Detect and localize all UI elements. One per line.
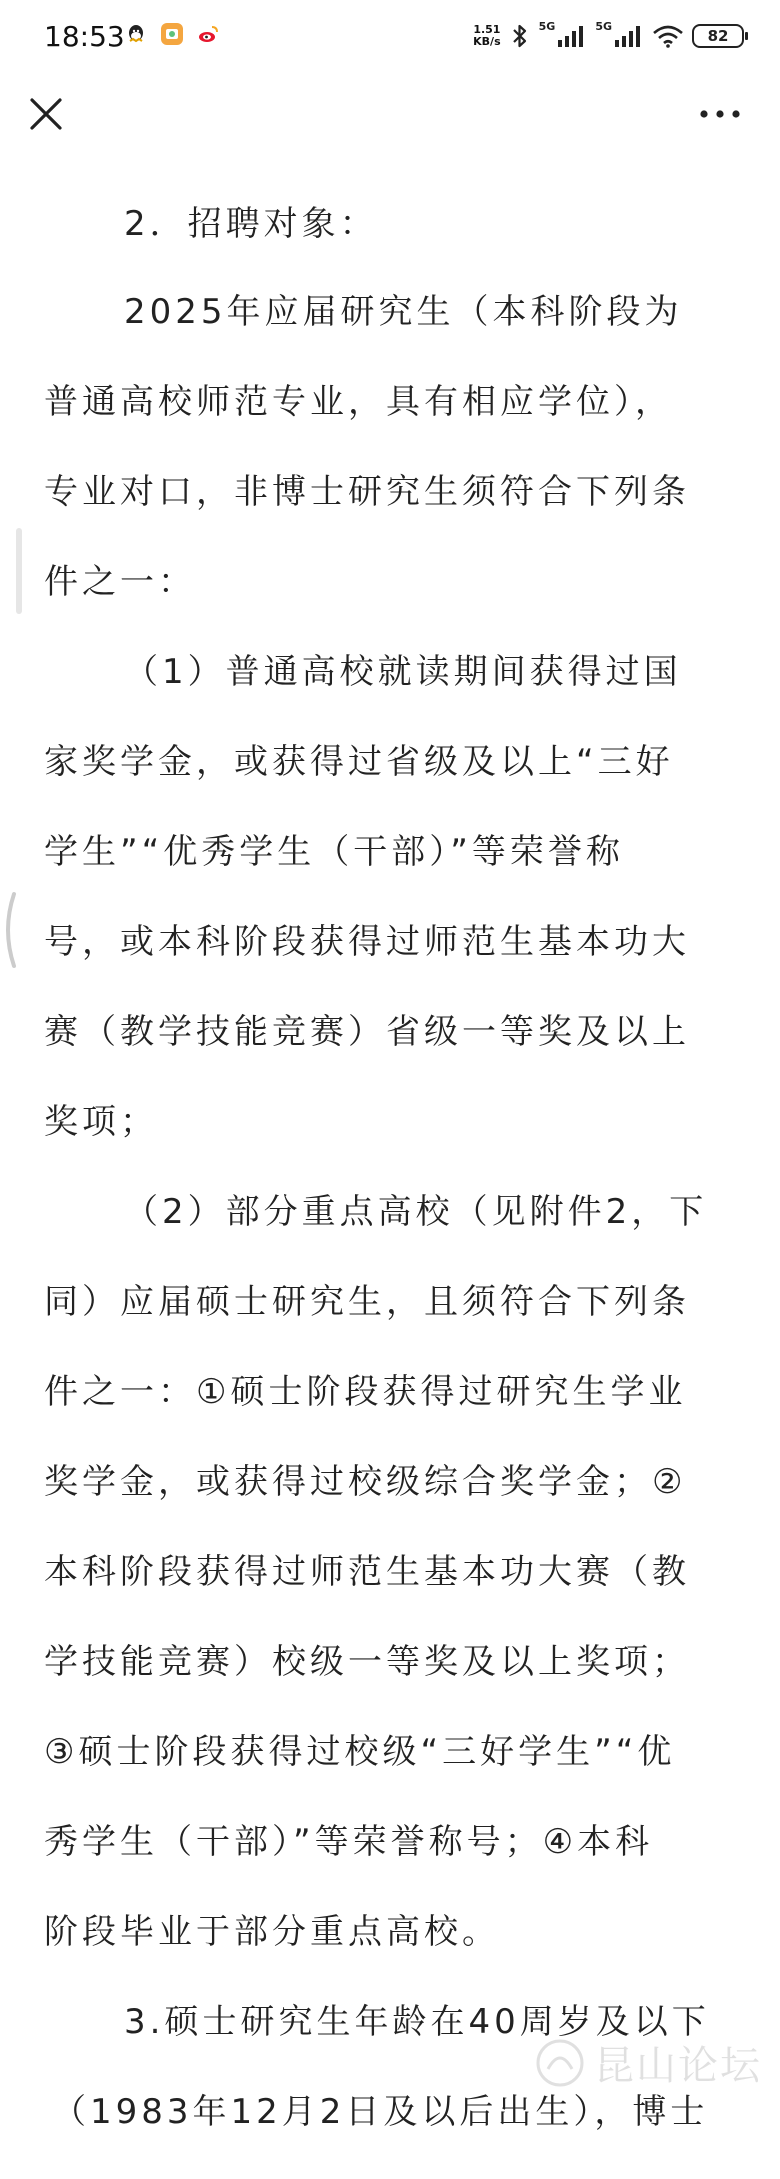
article-line: 专业对口，非博士研究生须符合下列条 bbox=[44, 472, 690, 512]
battery-level: 82 bbox=[707, 27, 729, 45]
watermark-text: 昆山论坛 bbox=[594, 2043, 762, 2089]
article-line: 奖项； bbox=[44, 1102, 158, 1142]
edge-swipe-handle[interactable] bbox=[0, 890, 22, 970]
article-line: （2）部分重点高校（见附件2，下 bbox=[124, 1192, 708, 1232]
article-line: 阶段毕业于部分重点高校。 bbox=[44, 1912, 500, 1952]
net-speed bbox=[473, 24, 500, 48]
scroll-indicator[interactable] bbox=[16, 528, 22, 614]
top-nav-bar bbox=[0, 72, 780, 172]
article-line: 学生”“优秀学生（干部）”等荣誉称 bbox=[44, 832, 624, 872]
net-speed-unit: KB/s bbox=[473, 35, 501, 48]
article-line: ③硕士阶段获得过校级“三好学生”“优 bbox=[44, 1732, 676, 1772]
forum-watermark bbox=[534, 2034, 762, 2091]
article-line: 家奖学金，或获得过省级及以上“三好 bbox=[44, 742, 674, 782]
article-line: 2025年应届研究生（本科阶段为 bbox=[124, 292, 683, 332]
status-bar bbox=[0, 0, 780, 72]
sim1-label: 5G bbox=[538, 20, 556, 33]
bluetooth-icon bbox=[509, 23, 531, 49]
article-line: 同）应届硕士研究生，且须符合下列条 bbox=[44, 1282, 690, 1322]
article-line: 2．招聘对象： bbox=[124, 204, 378, 244]
article-line: 3.硕士研究生年龄在40周岁及以下 bbox=[124, 2002, 710, 2042]
article-line: 赛（教学技能竞赛）省级一等奖及以上 bbox=[44, 1012, 690, 1052]
status-time: 18:53 bbox=[44, 20, 125, 53]
sim2-label: 5G bbox=[595, 20, 612, 33]
net-speed-value: 1.51 bbox=[473, 23, 501, 36]
article-line: 奖学金，或获得过校级综合奖学金；② bbox=[44, 1462, 687, 1502]
signal-icon bbox=[614, 24, 644, 48]
article-line: 秀学生（干部）”等荣誉称号；④本科 bbox=[44, 1822, 654, 1862]
signal-icon bbox=[557, 24, 587, 48]
article-line: 件之一： bbox=[44, 562, 196, 602]
article-line: 号，或本科阶段获得过师范生基本功大 bbox=[44, 922, 690, 962]
forum-logo-icon bbox=[534, 2037, 586, 2089]
app-icon bbox=[160, 22, 184, 46]
wifi-icon bbox=[652, 24, 684, 48]
close-icon[interactable] bbox=[22, 90, 70, 138]
status-indicators bbox=[473, 16, 744, 56]
qq-icon bbox=[124, 22, 148, 46]
weibo-icon bbox=[196, 22, 220, 46]
article-line: （1）普通高校就读期间获得过国 bbox=[124, 652, 682, 692]
article-line: 本科阶段获得过师范生基本功大赛（教 bbox=[44, 1552, 690, 1592]
battery-icon bbox=[692, 24, 744, 48]
article-line: 件之一：①硕士阶段获得过研究生学业 bbox=[44, 1372, 687, 1412]
article-line: （1983年12月2日及以后出生），博士 bbox=[52, 2092, 709, 2132]
article-line: 普通高校师范专业，具有相应学位）， bbox=[44, 382, 673, 422]
more-icon[interactable] bbox=[696, 94, 744, 134]
article-line: 学技能竞赛）校级一等奖及以上奖项； bbox=[44, 1642, 690, 1682]
